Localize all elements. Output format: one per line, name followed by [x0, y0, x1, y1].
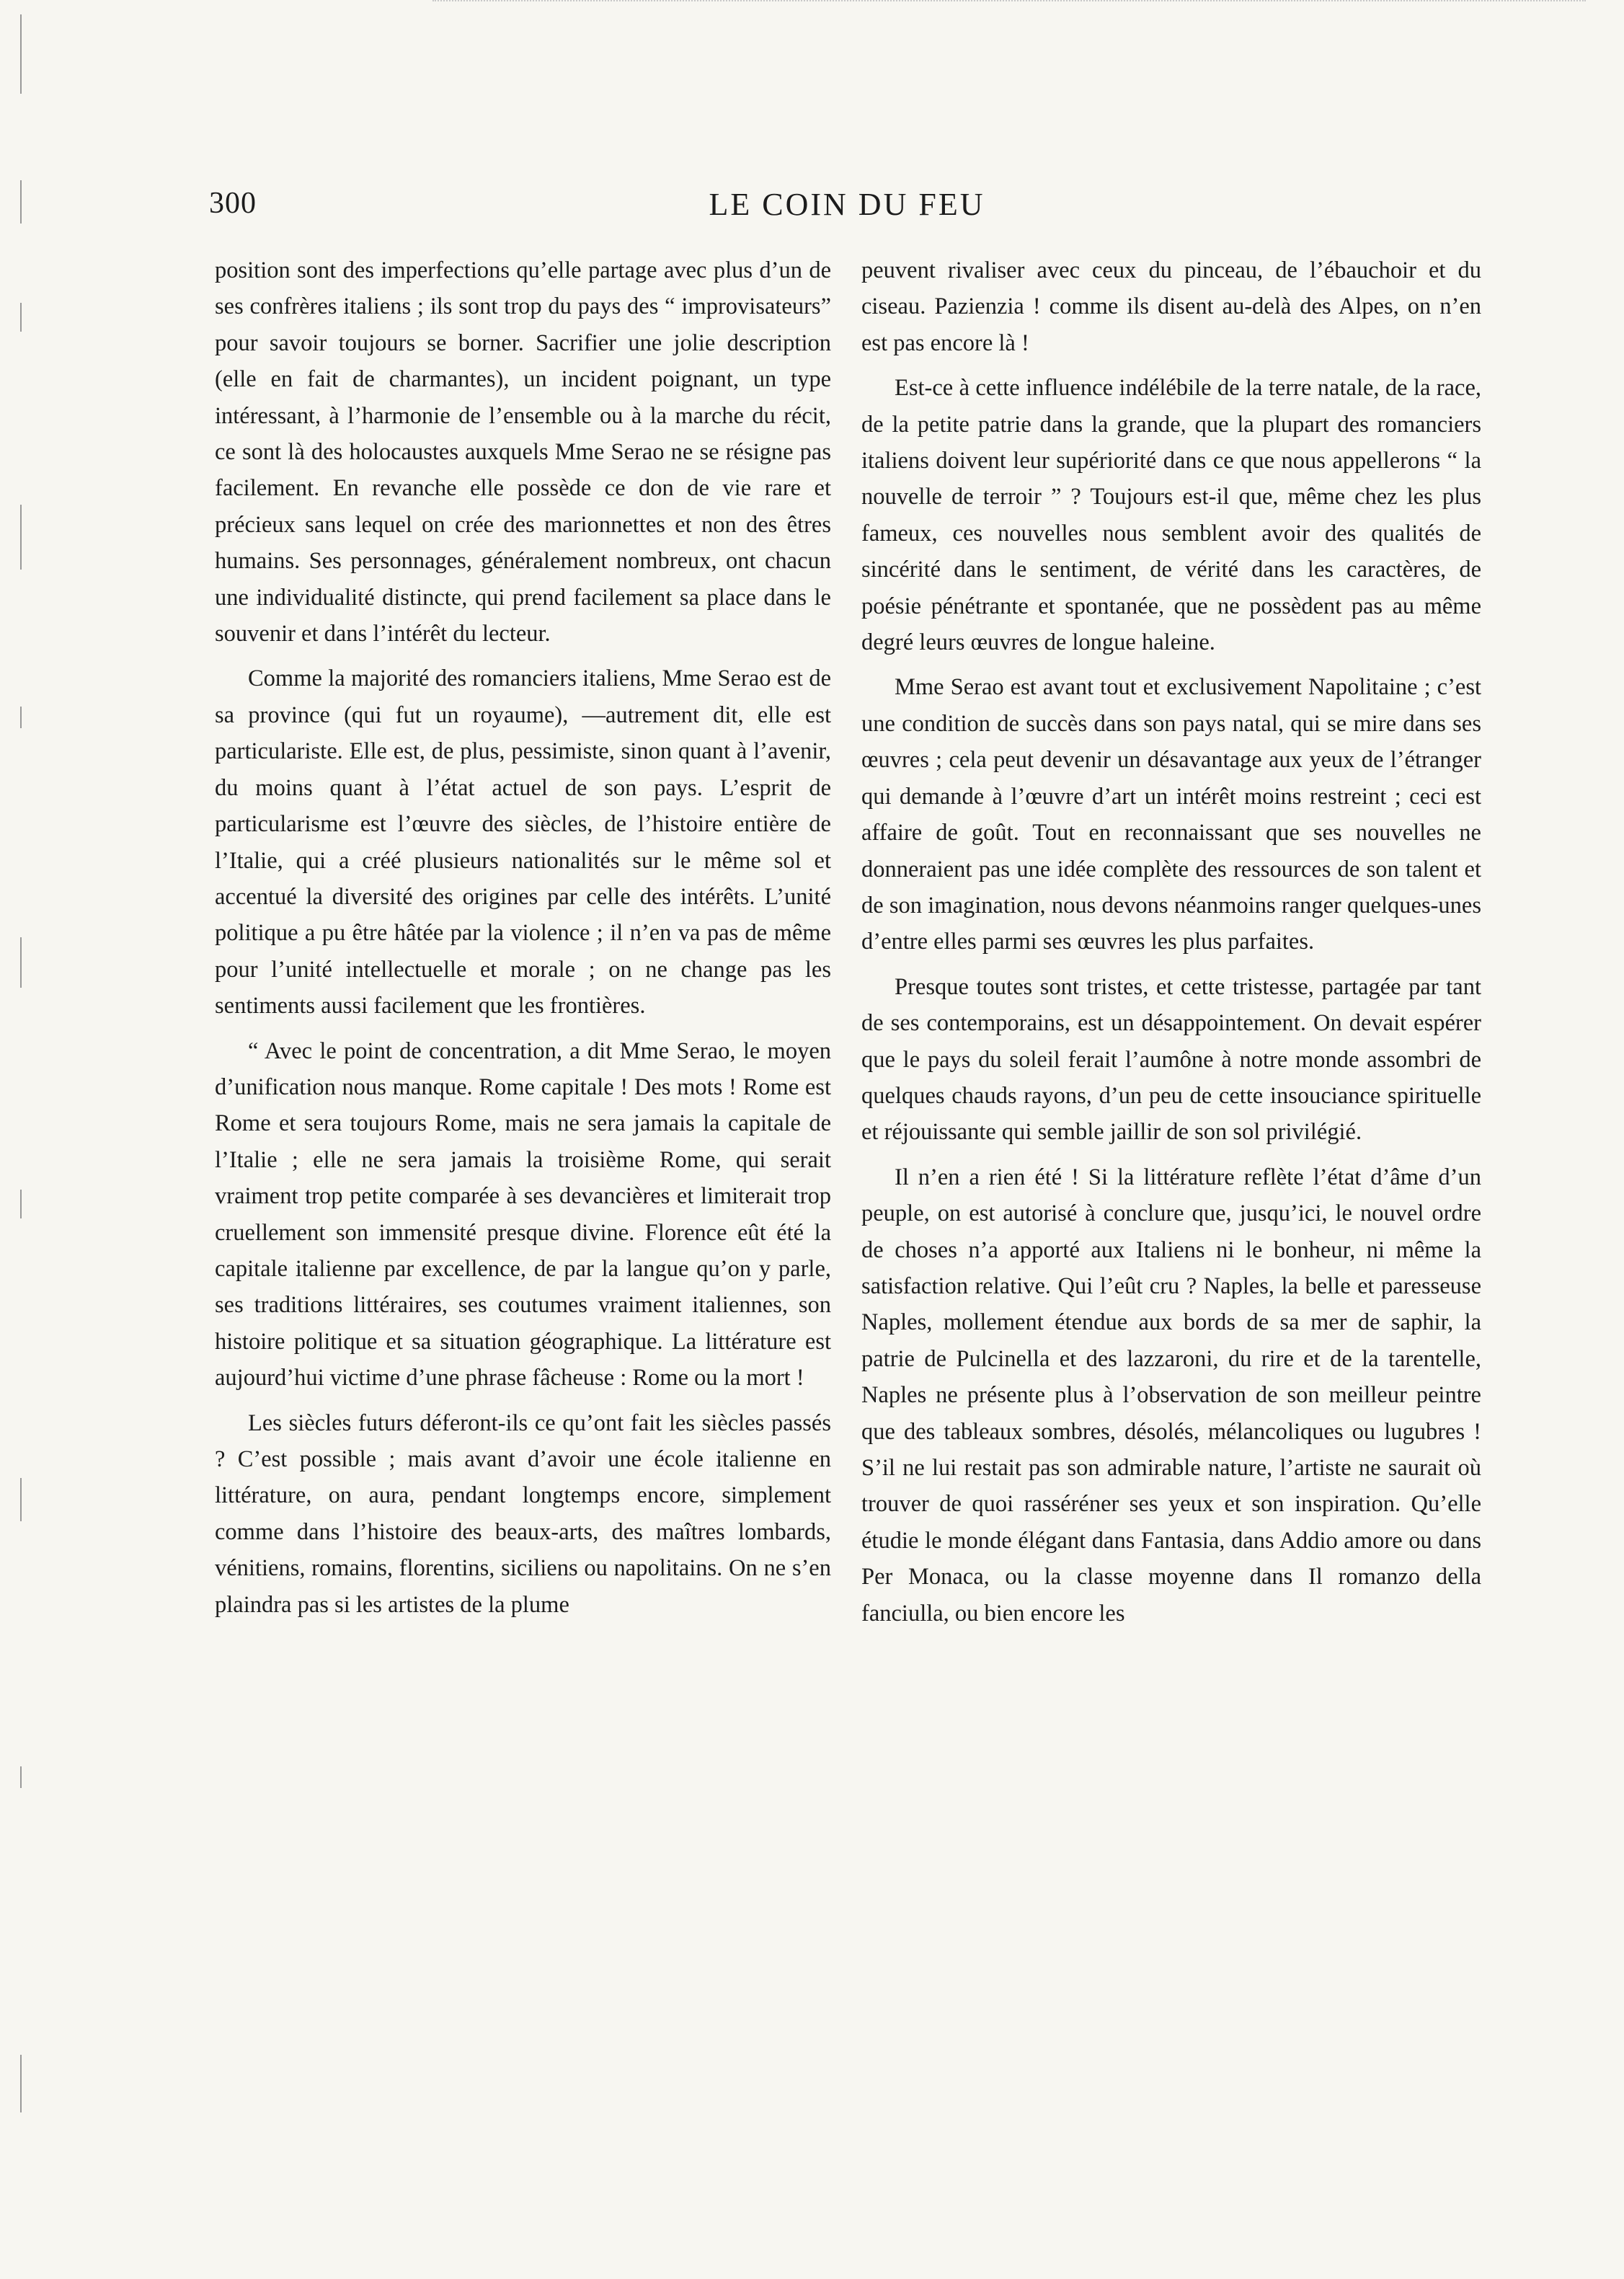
- paragraph: Il n’en a rien été ! Si la littérature reflète l’état d’âme d’un peuple, on est autorisé à conclure que, jusqu’ici, le nouvel ordre de choses n’a apporté aux Italiens ni le bonheur, ni même la satisfaction relative. Qui l’eût cru ? Naples, la belle et paresseuse Naples, mollement étendue aux bords de sa mer de saphir, la patrie de Pulcinella et des lazzaroni, du rire et de la tarentelle, Naples ne présente plus à l’observation de son meilleur peintre que des tableaux sombres, désolés, mélancoliques ou lugubres ! S’il ne lui restait pas son admirable nature, l’artiste ne saurait où trouver de quoi rasséréner ses yeux et son inspiration. Qu’elle étudie le monde élégant dans Fantasia, dans Addio amore ou dans Per Monaca, ou la classe moyenne dans Il romanzo della fanciulla, ou bien encore les: [861, 1164, 1481, 1627]
- paragraph: Les siècles futurs déferont-ils ce qu’ont fait les siècles passés ? C’est possible ; mais avant d’avoir une école italienne en littérature, on aura, pendant longtemps encore, simplement comme dans l’histoire des beaux-arts, des maîtres lombards, vénitiens, romains, florentins, siciliens ou napolitains. On ne s’en plaindra pas si les artistes de la plume: [215, 1410, 831, 1618]
- left-column: [215, 252, 831, 1632]
- paragraph: position sont des imperfections qu’elle partage avec plus d’un de ses confrères italiens ; ils sont trop du pays des “ improvisateurs” pour savoir toujours se borner. Sacrifier une jolie description (elle en fait de charmantes), un incident poignant, un type intéressant, à l’harmonie de l’ensemble ou à la marche du récit, ce sont là des holocaustes auxquels Mme Serao ne se résigne pas facilement. En revanche elle possède ce don de vie rare et précieux sans lequel on crée des marionnettes et non des êtres humains. Ses personnages, généralement nombreux, ont chacun une individualité distincte, qui prend facilement sa place dans le souvenir et dans l’intérêt du lecteur.: [215, 257, 831, 647]
- paragraph: “ Avec le point de concentration, a dit Mme Serao, le moyen d’unification nous manque. Rome capitale ! Des mots ! Rome est Rome et sera toujours Rome, mais ne sera jamais la capitale de l’Italie ; elle ne sera jamais la troisième Rome, qui serait vraiment trop petite comparée à ses devancières et limiterait trop cruellement son immensité presque divine. Florence eût été la capitale italienne par excellence, de par la langue qu’on y parle, ses traditions littéraires, ses coutumes vraiment italiennes, son histoire politique et sa situation géographique. La littérature est aujourd’hui victime d’une phrase fâcheuse : Rome ou la mort !: [215, 1037, 831, 1391]
- scan-top-rule: [432, 0, 1586, 7]
- paragraph: Comme la majorité des romanciers italiens, Mme Serao est de sa province (qui fut un royaume), —autrement dit, elle est particulariste. Elle est, de plus, pessimiste, sinon quant à l’avenir, du moins quant à l’état actuel de son pays. L’esprit de particularisme est l’œuvre des siècles, de l’histoire entière de l’Italie, qui a créé plusieurs nationalités sur le même sol et accentué la diversité des origines par celle des intérêts. L’unité politique a pu être hâtée par la violence ; il n’en va pas de même pour l’unité intellectuelle et morale ; on ne change pas les sentiments aussi facilement que les frontières.: [215, 665, 831, 1019]
- page-number: 300: [209, 187, 257, 220]
- running-title: LE COIN DU FEU: [709, 187, 985, 222]
- paragraph: Mme Serao est avant tout et exclusivement Napolitaine ; c’est une condition de succès dans son pays natal, qui se mire dans ses œuvres ; cela peut devenir un désavantage aux yeux de l’étranger qui demande à l’œuvre d’art un intérêt moins restreint ; ceci est affaire de goût. Tout en reconnaissant que ses nouvelles ne donneraient pas une idée complète des ressources de son talent et de son imagination, nous devons néanmoins ranger quelques-unes d’entre elles parmi ses œuvres les plus parfaites.: [861, 674, 1481, 955]
- scan-edge-marks: [20, 0, 25, 2279]
- right-column: [861, 252, 1481, 1640]
- paragraph: Est-ce à cette influence indélébile de la terre natale, de la race, de la petite patrie dans la grande, que la plupart des romanciers italiens doivent leur supériorité dans ce que nous appellerons “ la nouvelle de terroir ” ? Toujours est-il que, même chez les plus fameux, ces nouvelles nous semblent avoir des qualités de sincérité dans le sentiment, de vérité dans les caractères, de poésie pénétrante et spontanée, que ne possèdent pas au même degré leurs œuvres de longue haleine.: [861, 375, 1481, 656]
- paragraph: Presque toutes sont tristes, et cette tristesse, partagée par tant de ses contemporains, est un désappointement. On devait espérer que le pays du soleil ferait l’aumône à notre monde assombri de quelques chauds rayons, d’un peu de cette insouciance spirituelle et réjouissante qui semble jaillir de son sol privilégié.: [861, 973, 1481, 1146]
- page-header: [209, 186, 1485, 229]
- paragraph: peuvent rivaliser avec ceux du pinceau, de l’ébauchoir et du ciseau. Pazienzia ! comme ils disent au-delà des Alpes, on n’en est pas encore là !: [861, 257, 1481, 356]
